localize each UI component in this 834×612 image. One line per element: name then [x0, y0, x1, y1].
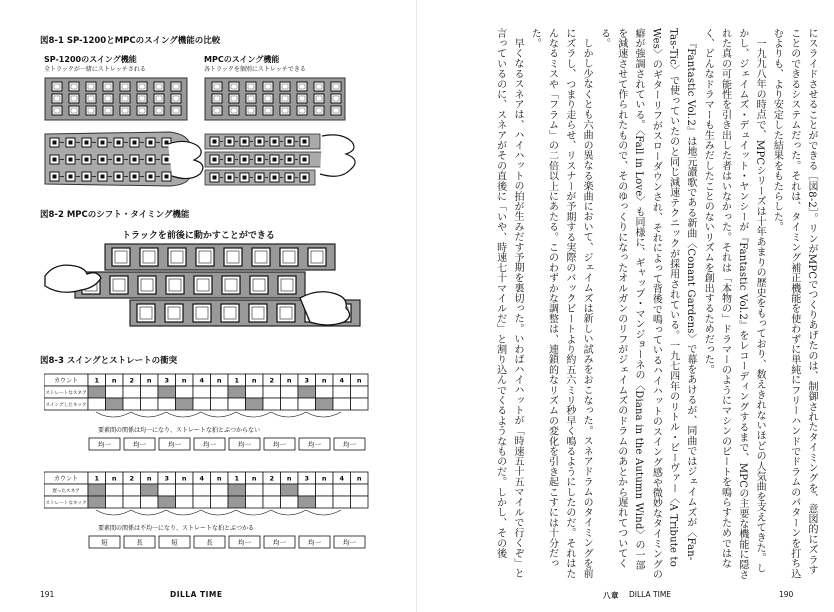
beat-cell — [263, 484, 281, 496]
pad-dot — [165, 158, 169, 162]
beat-cell — [246, 386, 264, 398]
beat-cell — [228, 398, 246, 410]
pad-cell — [52, 82, 62, 91]
interval-label: 長 — [136, 538, 143, 547]
pad-dot — [303, 176, 307, 180]
mpc-grid-panel — [205, 78, 345, 120]
pad-dot — [149, 141, 153, 145]
pad-cell — [86, 94, 96, 103]
pad-dot — [165, 141, 169, 145]
beat-cell — [176, 398, 194, 410]
beat-cell — [298, 484, 316, 496]
interval-label: 短 — [171, 538, 178, 547]
right-page — [417, 0, 834, 612]
beat-cell — [141, 398, 159, 410]
swing-straight-table-2 — [44, 472, 368, 515]
pad-cell — [171, 82, 181, 91]
beat-cell — [88, 386, 106, 398]
pad-cell — [331, 94, 341, 103]
pad-dot — [53, 158, 57, 162]
beat-cell — [176, 496, 194, 508]
beat-cell — [211, 398, 229, 410]
beat-cell — [88, 484, 106, 496]
swing-arc — [166, 510, 201, 515]
interval-label: 均一 — [343, 538, 356, 547]
table2-bars — [89, 536, 365, 548]
sp1200-grid-panel — [45, 78, 187, 120]
count-label: 3 — [304, 376, 310, 385]
beat-cell — [298, 496, 316, 508]
right-chapter — [603, 590, 619, 601]
count-label: n — [216, 474, 222, 483]
interval-label: 長 — [206, 538, 213, 547]
pad-dot — [243, 140, 247, 144]
pad-cell — [120, 94, 130, 103]
beat-cell — [246, 484, 264, 496]
count-label: 1 — [234, 474, 240, 483]
pad-cell — [171, 94, 181, 103]
beat-cell — [158, 496, 176, 508]
pad-cell — [229, 82, 239, 91]
count-label: n — [111, 474, 117, 483]
pad-dot — [228, 176, 232, 180]
pad-dot — [69, 158, 73, 162]
count-label: 3 — [164, 376, 170, 385]
swing-arc — [96, 412, 131, 417]
left-running-title-text: DILLA TIME — [170, 590, 223, 599]
beat-cell — [333, 398, 351, 410]
beat-cell — [141, 496, 159, 508]
beat-cell — [228, 386, 246, 398]
pad-cell — [229, 106, 239, 115]
count-label: 1 — [94, 376, 100, 385]
pad-dot — [133, 141, 137, 145]
pad-cell — [212, 106, 222, 115]
count-label: 2 — [269, 376, 275, 385]
pad-cell — [154, 82, 164, 91]
row-label: 遅ったスネア — [52, 489, 80, 494]
swing-arc — [236, 412, 271, 417]
figure-8-1-title: 図8-1 SP-1200とMPCのスイング機能の比較 — [40, 36, 221, 46]
pad-dot — [258, 158, 262, 162]
beat-cell — [351, 386, 369, 398]
pad-cell — [246, 94, 256, 103]
count-label: 4 — [339, 474, 345, 483]
right-page-number: 190 — [779, 590, 794, 599]
interval-label: 均一 — [168, 440, 181, 449]
beat-cell — [106, 496, 124, 508]
count-label: 2 — [269, 474, 275, 483]
beat-cell — [263, 398, 281, 410]
swing-arc — [236, 510, 271, 515]
pad-cell — [137, 106, 147, 115]
beat-cell — [316, 484, 334, 496]
table1-bars — [89, 438, 365, 450]
pad-dot — [228, 158, 232, 162]
beat-cell — [176, 386, 194, 398]
pad-cell — [120, 106, 130, 115]
sp1200-note: 全トラックが一緒にストレッチされる — [44, 66, 146, 73]
swing-arc — [96, 510, 131, 515]
count-label: n — [251, 376, 257, 385]
interval-label: 均一 — [343, 440, 356, 449]
beat-cell — [281, 398, 299, 410]
hand-icon — [168, 141, 203, 178]
pad-cell — [103, 82, 113, 91]
pad-cell — [212, 94, 222, 103]
pad-dot — [117, 158, 121, 162]
beat-cell — [316, 496, 334, 508]
count-label: n — [146, 474, 152, 483]
pad-dot — [258, 140, 262, 144]
beat-cell — [351, 398, 369, 410]
paragraph-1: にスライドさせることができる［図8-2］。リンがMPCでつくりあげたのは、制御されたタイミングを、意図的にズラすことのできるシステムだった。それは、タイミング補正機能を使わずに単純にフリーハンドでドラムのパターンを打ち込むよりも、より安定した結果をもたらした。 — [771, 28, 817, 579]
beat-cell — [123, 398, 141, 410]
count-label: 4 — [199, 376, 205, 385]
beat-cell — [106, 398, 124, 410]
pad-dot — [273, 158, 277, 162]
beat-cell — [246, 496, 264, 508]
pad-cell — [246, 106, 256, 115]
pad-cell — [86, 106, 96, 115]
table2-note: 要素間の関係は不均一になり、ストレートな拍とぶつかる — [98, 525, 255, 532]
hand-icon — [320, 135, 355, 176]
pad-dot — [288, 158, 292, 162]
pad-dot — [101, 158, 105, 162]
beat-cell — [351, 484, 369, 496]
count-label: n — [356, 376, 362, 385]
mpc-note: 各トラックを個別にストレッチできる — [204, 66, 306, 73]
beat-cell — [263, 386, 281, 398]
pad-dot — [117, 175, 121, 179]
pad-cell — [69, 94, 79, 103]
paragraph-4: しかし少なくとも六曲の異なる楽曲において、ジェイムズは新しい試みをおこなった。スネアドラムのタイミングを前にズラし、つまり走らせ、リスナーが予期する実際のバックビートより約五六ミリ秒早く鳴るようにしたのだ。それはたんなるミスや「フラム」の二倍以上にあたる。このわずかな調整は、連鎖的なリズムの変化を引き起こすには十分だった。 — [529, 28, 593, 579]
beat-cell — [281, 484, 299, 496]
beat-cell — [158, 484, 176, 496]
pad-dot — [303, 140, 307, 144]
pad-cell — [297, 82, 307, 91]
pad-dot — [53, 175, 57, 179]
pad-dot — [69, 175, 73, 179]
beat-cell — [193, 398, 211, 410]
figure-8-3-title: 図8-3 スイングとストレートの衝突 — [40, 356, 178, 366]
figure-8-2-diagram — [40, 240, 370, 340]
pad-cell — [263, 94, 273, 103]
swing-arc — [201, 412, 236, 417]
pad-cell — [137, 82, 147, 91]
count-label: n — [286, 474, 292, 483]
figure-8-2-caption: トラックを前後に動かすことができる — [122, 231, 275, 241]
beat-cell — [316, 398, 334, 410]
pad-cell — [154, 94, 164, 103]
beat-cell — [106, 386, 124, 398]
beat-cell — [333, 386, 351, 398]
pad-dot — [69, 141, 73, 145]
pad-dot — [85, 141, 89, 145]
figure-8-3-diagram — [44, 370, 370, 580]
pad-dot — [149, 175, 153, 179]
pad-cell — [103, 94, 113, 103]
row-label: ストレートなスネア — [45, 391, 87, 396]
beat-cell — [228, 484, 246, 496]
pad-cell — [212, 82, 222, 91]
count-label: n — [181, 474, 187, 483]
swing-arc — [201, 510, 236, 515]
beat-cell — [316, 386, 334, 398]
swing-straight-table-1 — [44, 374, 368, 417]
pad-cell — [314, 94, 324, 103]
count-label: 4 — [339, 376, 345, 385]
swing-arc — [306, 510, 341, 515]
pad-cell — [246, 82, 256, 91]
pad-dot — [101, 175, 105, 179]
count-label: 2 — [129, 474, 135, 483]
beat-cell — [211, 484, 229, 496]
beat-cell — [211, 386, 229, 398]
interval-label: 均一 — [203, 440, 216, 449]
beat-cell — [123, 484, 141, 496]
pad-cell — [331, 106, 341, 115]
pad-dot — [303, 158, 307, 162]
beat-cell — [298, 386, 316, 398]
pad-dot — [149, 158, 153, 162]
paragraph-3: 『Fantastic Vol.2』は地元讃歌である新曲〈Conant Gardens〉で幕をあけるが、同曲ではジェイムズが〈Fan-Tas-Tic〉で使っていたのと同じ減速テクニックが採用されている。一九七四年のリトル・ビーヴァー〈A Tribute to Wes〉のギターリフがスローダウンされ、それによって背後で鳴っているハイハットのスイング感や微妙なタイミングの癖が強調されている。〈Fall in Love〉も同様に、ギャップ・マンジョーネの〈Diana in the Autumn Wind〉の一部を減速させて作られたもので、そのゆっくりになったオルガンのリフがジェイムズのドラムのあとから遅れてついてくる。 — [598, 28, 696, 580]
beat-cell — [193, 386, 211, 398]
swing-arc — [166, 412, 201, 417]
row-label: スイングしたキック — [45, 403, 87, 408]
paragraph-2: 一九九八年の時点で、MPCシリーズは十年あまりの歴史をもっており、数えきれないほどの人気曲を支えてきた。しかし、ジェイムズ・デュイット・ヤンシーが『Fantastic Vol.2』をレコーディングするまで、MPCの主要な機能に隠された真の可能性を引き出した者はいなかった。それは「本物の」ドラマーのようにマシンのビートを鳴らすためではなく、どんなドラマーも生みだしたことのないリズムを創出するためだった。 — [702, 28, 766, 580]
beat-cell — [333, 496, 351, 508]
count-header: カウント — [53, 377, 79, 385]
pad-dot — [273, 140, 277, 144]
pad-cell — [103, 106, 113, 115]
beat-cell — [193, 484, 211, 496]
beat-cell — [193, 496, 211, 508]
figure-8-1-diagram — [40, 74, 370, 192]
table1-note: 要素間の関係は均一になり、ストレートな拍とぶつからない — [98, 427, 261, 434]
right-running-title: DILLA TIME — [629, 590, 672, 599]
beat-cell — [141, 386, 159, 398]
pad-cell — [69, 82, 79, 91]
pad-cell — [86, 82, 96, 91]
beat-cell — [88, 398, 106, 410]
interval-label: 均一 — [98, 440, 111, 449]
count-label: n — [286, 376, 292, 385]
interval-label: 均一 — [133, 440, 146, 449]
interval-label: 均一 — [273, 440, 286, 449]
pad-cell — [52, 94, 62, 103]
pad-dot — [133, 158, 137, 162]
beat-cell — [351, 496, 369, 508]
mpc-label: MPCのスイング機能 — [204, 55, 280, 64]
beat-cell — [263, 496, 281, 508]
body-text — [440, 28, 820, 580]
interval-label: 短 — [101, 538, 108, 547]
interval-label: 均一 — [273, 538, 286, 547]
pad-cell — [314, 82, 324, 91]
pad-dot — [101, 141, 105, 145]
pad-cell — [314, 106, 324, 115]
count-label: n — [321, 376, 327, 385]
paragraph-5: 早くなるスネアは、ハイハットの拍が生みだす予期を裏切った。いわばハイハットが「時速五十五マイルで行くぞ」と言っているのに、スネアがその直後に「いや、時速七十マイルだ」と割り込んでくるようなものだ。しかし、その後 — [494, 28, 523, 579]
pad-cell — [263, 106, 273, 115]
beat-cell — [141, 484, 159, 496]
swing-arc — [271, 510, 306, 515]
pad-cell — [52, 106, 62, 115]
left-page-number: 191 — [40, 590, 55, 599]
beat-cell — [228, 496, 246, 508]
pad-dot — [213, 140, 217, 144]
pad-dot — [243, 176, 247, 180]
count-label: 4 — [199, 474, 205, 483]
pad-cell — [280, 82, 290, 91]
mpc-stretched-panel — [205, 134, 355, 185]
pad-dot — [117, 141, 121, 145]
beat-cell — [158, 386, 176, 398]
pad-dot — [85, 175, 89, 179]
pad-cell — [229, 94, 239, 103]
pad-dot — [288, 140, 292, 144]
pad-cell — [171, 106, 181, 115]
swing-arc — [271, 412, 306, 417]
count-label: 1 — [234, 376, 240, 385]
interval-label: 均一 — [238, 538, 251, 547]
beat-cell — [211, 496, 229, 508]
beat-cell — [123, 386, 141, 398]
interval-label: 均一 — [308, 440, 321, 449]
count-label: n — [111, 376, 117, 385]
swing-arc — [131, 412, 166, 417]
count-label: n — [251, 474, 257, 483]
interval-label: 均一 — [308, 538, 321, 547]
pad-cell — [263, 82, 273, 91]
pad-dot — [258, 176, 262, 180]
count-label: 3 — [164, 474, 170, 483]
pad-cell — [280, 94, 290, 103]
pad-cell — [280, 106, 290, 115]
pad-dot — [85, 158, 89, 162]
sp1200-label: SP-1200のスイング機能 — [44, 55, 137, 64]
count-header: カウント — [53, 475, 79, 483]
pad-cell — [331, 82, 341, 91]
count-label: n — [146, 376, 152, 385]
beat-cell — [88, 496, 106, 508]
pad-dot — [288, 176, 292, 180]
beat-cell — [298, 398, 316, 410]
count-label: 3 — [304, 474, 310, 483]
beat-cell — [281, 496, 299, 508]
pad-cell — [120, 82, 130, 91]
count-label: n — [356, 474, 362, 483]
pad-dot — [273, 176, 277, 180]
beat-cell — [281, 386, 299, 398]
beat-cell — [333, 484, 351, 496]
swing-arc — [306, 412, 341, 417]
count-label: 1 — [94, 474, 100, 483]
beat-cell — [246, 398, 264, 410]
pad-dot — [213, 176, 217, 180]
right-chapter-text: 八章 — [603, 591, 619, 600]
count-label: n — [216, 376, 222, 385]
figure-8-2-title: 図8-2 MPCのシフト・タイミング機能 — [40, 210, 190, 220]
pad-cell — [154, 106, 164, 115]
row-label: ストレートなキック — [45, 501, 87, 506]
interval-label: 均一 — [238, 440, 251, 449]
swing-arc — [131, 510, 166, 515]
count-label: n — [321, 474, 327, 483]
pad-cell — [137, 94, 147, 103]
pad-dot — [133, 175, 137, 179]
pad-cell — [69, 106, 79, 115]
pad-cell — [297, 106, 307, 115]
count-label: n — [181, 376, 187, 385]
pad-cell — [297, 94, 307, 103]
beat-cell — [158, 398, 176, 410]
sp1200-stretched-panel — [45, 132, 203, 186]
pad-dot — [53, 141, 57, 145]
pad-dot — [243, 158, 247, 162]
beat-cell — [106, 484, 124, 496]
pad-dot — [165, 175, 169, 179]
count-label: 2 — [129, 376, 135, 385]
beat-cell — [123, 496, 141, 508]
pad-dot — [213, 158, 217, 162]
beat-cell — [176, 484, 194, 496]
pad-dot — [228, 140, 232, 144]
left-running-title — [170, 590, 222, 599]
